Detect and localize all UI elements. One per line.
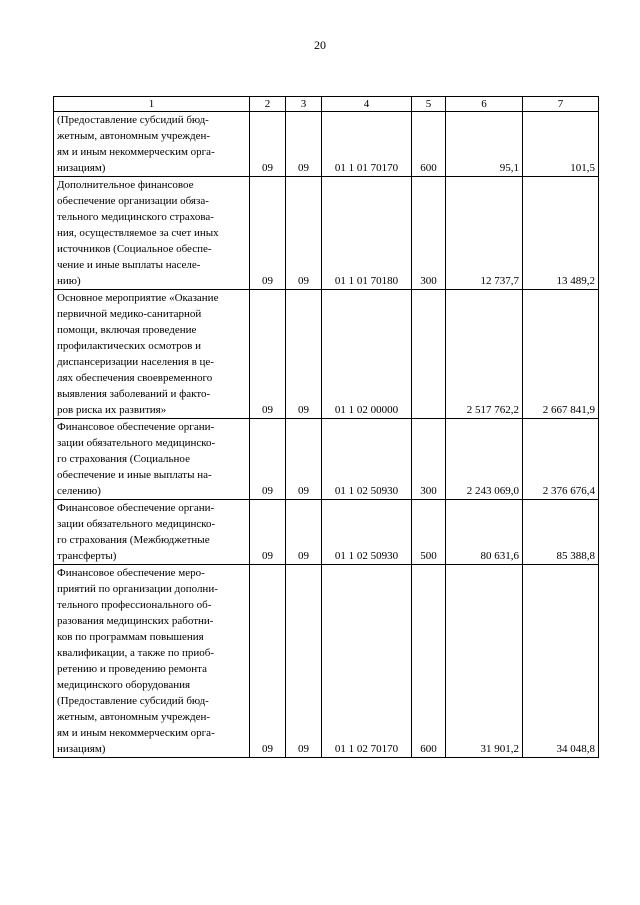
section-code: 09 xyxy=(250,290,286,419)
expense-type-code: 500 xyxy=(412,500,446,565)
description-line: зации обязательного медицинско- xyxy=(57,437,216,449)
table-body xyxy=(54,112,599,758)
header-cell: 7 xyxy=(523,97,599,112)
description-line: чение и иные выплаты населе- xyxy=(57,259,201,271)
header-cell: 5 xyxy=(412,97,446,112)
header-cell: 6 xyxy=(446,97,523,112)
amount-year-1: 80 631,6 xyxy=(446,500,523,565)
amount-year-2: 2 376 676,4 xyxy=(523,419,599,500)
description-line: го страхования (Межбюджетные xyxy=(57,534,210,546)
description-line: го страхования (Социальное xyxy=(57,453,190,465)
description-line: источников (Социальное обеспе- xyxy=(57,243,212,255)
table-row xyxy=(54,177,599,290)
section-code: 09 xyxy=(250,565,286,758)
target-article-code: 01 1 02 70170 xyxy=(322,565,412,758)
amount-year-2: 34 048,8 xyxy=(523,565,599,758)
description-line: селению) xyxy=(57,485,101,497)
expense-type-code: 300 xyxy=(412,177,446,290)
subsection-code: 09 xyxy=(286,419,322,500)
description-line: ям и иным некоммерческим орга- xyxy=(57,146,215,158)
row-description xyxy=(54,112,250,177)
amount-year-2: 13 489,2 xyxy=(523,177,599,290)
description-line: профилактических осмотров и xyxy=(57,340,201,352)
row-description xyxy=(54,419,250,500)
description-line: лях обеспечения своевременного xyxy=(57,372,213,384)
description-line: Финансовое обеспечение органи- xyxy=(57,502,215,514)
table-row xyxy=(54,112,599,177)
description-line: обеспечение организации обяза- xyxy=(57,195,209,207)
description-line: низациям) xyxy=(57,162,106,174)
description-line: (Предоставление субсидий бюд- xyxy=(57,695,209,707)
section-code: 09 xyxy=(250,177,286,290)
description-line: диспансеризации населения в це- xyxy=(57,356,214,368)
target-article-code: 01 1 02 50930 xyxy=(322,419,412,500)
page-number: 20 xyxy=(314,38,326,52)
header-cell: 3 xyxy=(286,97,322,112)
target-article-code: 01 1 01 70170 xyxy=(322,112,412,177)
subsection-code: 09 xyxy=(286,290,322,419)
description-line: трансферты) xyxy=(57,550,117,562)
table-row xyxy=(54,565,599,758)
row-description xyxy=(54,500,250,565)
subsection-code: 09 xyxy=(286,565,322,758)
description-line: низациям) xyxy=(57,743,106,755)
description-line: ям и иным некоммерческим орга- xyxy=(57,727,215,739)
header-cell: 2 xyxy=(250,97,286,112)
expense-type-code: 600 xyxy=(412,565,446,758)
table-row xyxy=(54,290,599,419)
description-line: первичной медико-санитарной xyxy=(57,308,202,320)
expense-type-code: 300 xyxy=(412,419,446,500)
subsection-code: 09 xyxy=(286,177,322,290)
amount-year-1: 31 901,2 xyxy=(446,565,523,758)
amount-year-1: 2 243 069,0 xyxy=(446,419,523,500)
description-line: обеспечение и иные выплаты на- xyxy=(57,469,212,481)
row-description xyxy=(54,290,250,419)
expense-type-code: 600 xyxy=(412,112,446,177)
description-line: Финансовое обеспечение меро- xyxy=(57,567,205,579)
description-line: жетным, автономным учрежден- xyxy=(57,130,211,142)
subsection-code: 09 xyxy=(286,500,322,565)
budget-table xyxy=(53,96,599,758)
section-code: 09 xyxy=(250,500,286,565)
section-code: 09 xyxy=(250,419,286,500)
description-line: нию) xyxy=(57,275,81,287)
description-line: квалификации, а также по приоб- xyxy=(57,647,215,659)
expense-type-code xyxy=(412,290,446,419)
description-line: ков по программам повышения xyxy=(57,631,204,643)
description-line: жетным, автономным учрежден- xyxy=(57,711,211,723)
description-line: тельного профессионального об- xyxy=(57,599,212,611)
description-line: Основное мероприятие «Оказание xyxy=(57,292,219,304)
amount-year-1: 95,1 xyxy=(446,112,523,177)
description-line: ния, осуществляемое за счет иных xyxy=(57,227,219,239)
table-row xyxy=(54,419,599,500)
amount-year-2: 85 388,8 xyxy=(523,500,599,565)
row-description xyxy=(54,177,250,290)
description-line: тельного медицинского страхова- xyxy=(57,211,214,223)
description-line: (Предоставление субсидий бюд- xyxy=(57,114,209,126)
section-code: 09 xyxy=(250,112,286,177)
description-line: разования медицинских работни- xyxy=(57,615,214,627)
header-cell: 1 xyxy=(54,97,250,112)
target-article-code: 01 1 02 00000 xyxy=(322,290,412,419)
description-line: приятий по организации дополни- xyxy=(57,583,218,595)
row-description xyxy=(54,565,250,758)
description-line: зации обязательного медицинско- xyxy=(57,518,216,530)
amount-year-1: 12 737,7 xyxy=(446,177,523,290)
amount-year-2: 2 667 841,9 xyxy=(523,290,599,419)
description-line: медицинского оборудования xyxy=(57,679,191,691)
header-row xyxy=(54,97,599,112)
description-line: ров риска их развития» xyxy=(57,404,167,416)
amount-year-2: 101,5 xyxy=(523,112,599,177)
subsection-code: 09 xyxy=(286,112,322,177)
header-cell: 4 xyxy=(322,97,412,112)
description-line: ретению и проведению ремонта xyxy=(57,663,207,675)
target-article-code: 01 1 02 50930 xyxy=(322,500,412,565)
target-article-code: 01 1 01 70180 xyxy=(322,177,412,290)
description-line: помощи, включая проведение xyxy=(57,324,197,336)
description-line: Дополнительное финансовое xyxy=(57,179,194,191)
description-line: Финансовое обеспечение органи- xyxy=(57,421,215,433)
description-line: выявления заболеваний и факто- xyxy=(57,388,211,400)
table-row xyxy=(54,500,599,565)
amount-year-1: 2 517 762,2 xyxy=(446,290,523,419)
